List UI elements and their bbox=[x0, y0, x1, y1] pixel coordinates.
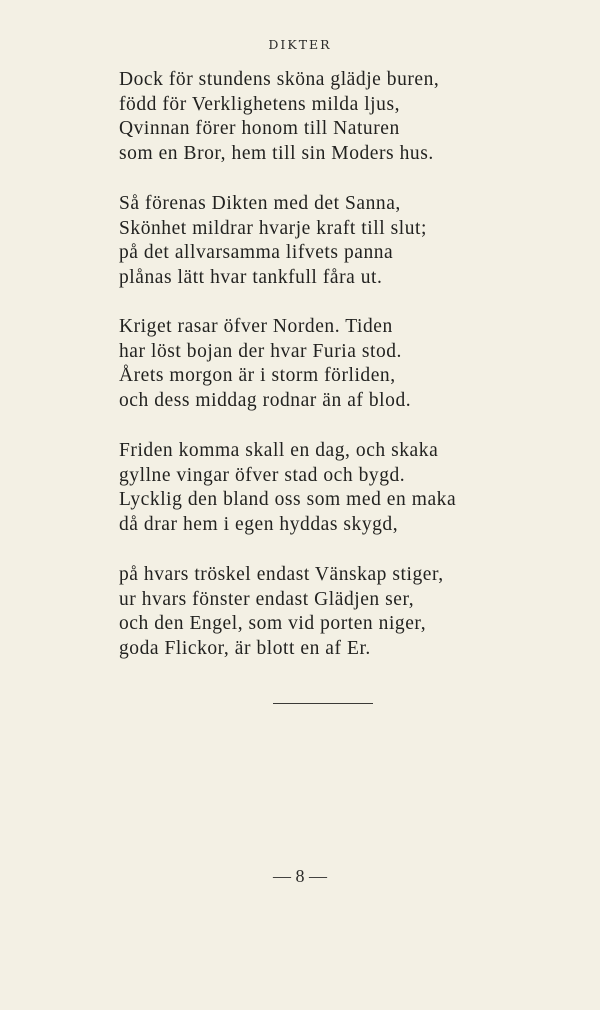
stanza-1 bbox=[119, 68, 519, 166]
poem-line: Dock för stundens sköna glädje buren, bbox=[119, 69, 440, 90]
poem-line: på hvars tröskel endast Vänskap stiger, bbox=[119, 564, 444, 585]
running-head: DIKTER bbox=[268, 37, 332, 52]
end-rule-divider bbox=[273, 703, 373, 704]
poem-line: och den Engel, som vid porten niger, bbox=[119, 613, 427, 634]
poem-line: Skönhet mildrar hvarje kraft till slut; bbox=[119, 217, 427, 239]
poem-line: Så förenas Dikten med det Sanna, bbox=[119, 193, 401, 214]
poem-line: Kriget rasar öfver Norden. Tiden bbox=[119, 316, 393, 337]
stanza-3 bbox=[119, 315, 519, 413]
poem-line: gyllne vingar öfver stad och bygd. bbox=[119, 464, 406, 486]
poem-line: Friden komma skall en dag, och skaka bbox=[119, 440, 439, 461]
poem-line: född för Verklighetens milda ljus, bbox=[119, 93, 401, 115]
poem-line: då drar hem i egen hyddas skygd, bbox=[119, 513, 399, 535]
page-number: — 8 — bbox=[273, 866, 327, 886]
poem-line: Årets morgon är i storm förliden, bbox=[119, 365, 396, 386]
poem-line: Qvinnan förer honom till Naturen bbox=[119, 118, 400, 139]
stanza-4 bbox=[119, 439, 519, 537]
poem-line: som en Bror, hem till sin Moders hus. bbox=[119, 142, 434, 164]
poem-line: Lycklig den bland oss som med en maka bbox=[119, 489, 457, 510]
stanza-5 bbox=[119, 563, 519, 661]
poem-line: goda Flickor, är blott en af Er. bbox=[119, 637, 371, 659]
poem-line: har löst bojan der hvar Furia stod. bbox=[119, 340, 402, 362]
poem-line: på det allvarsamma lifvets panna bbox=[119, 242, 394, 263]
poem-line: ur hvars fönster endast Glädjen ser, bbox=[119, 588, 415, 610]
stanza-2 bbox=[119, 192, 519, 290]
poem-line: plånas lätt hvar tankfull fåra ut. bbox=[119, 266, 383, 288]
poem-line: och dess middag rodnar än af blod. bbox=[119, 389, 412, 411]
